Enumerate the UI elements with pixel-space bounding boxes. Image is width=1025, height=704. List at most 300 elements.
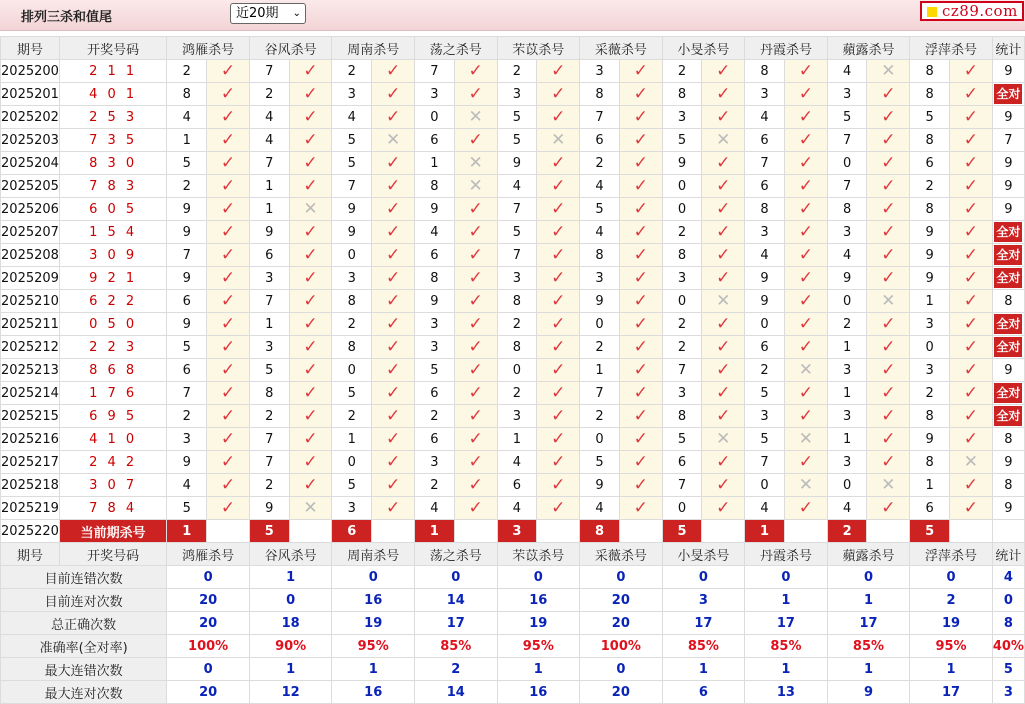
- summary-value: 0: [827, 566, 910, 589]
- table-row: [1, 497, 1025, 520]
- kill-number-cell: 6: [249, 244, 289, 267]
- correct-check-icon: [372, 382, 415, 405]
- issue-cell: 2025213: [1, 359, 60, 382]
- current-kill-number: 1: [167, 520, 207, 543]
- correct-check-icon: [784, 83, 827, 106]
- col-expert-header: 荡之杀号: [414, 37, 497, 60]
- check-icon: ✓: [716, 198, 731, 219]
- issue-cell: 2025216: [1, 428, 60, 451]
- draw-number-cell: 8 6 8: [59, 359, 166, 382]
- correct-check-icon: [207, 60, 250, 83]
- kill-number-cell: 4: [414, 221, 454, 244]
- summary-value: 12: [249, 681, 332, 704]
- wrong-cross-icon: [867, 290, 910, 313]
- col-expert-header: 谷风杀号: [249, 37, 332, 60]
- kill-number-cell: 0: [745, 313, 785, 336]
- correct-check-icon: [950, 336, 993, 359]
- wrong-cross-icon: [454, 106, 497, 129]
- check-icon: ✓: [551, 474, 566, 495]
- draw-number-cell: 7 8 3: [59, 175, 166, 198]
- kill-number-cell: 8: [910, 451, 950, 474]
- kill-number-cell: 3: [497, 83, 537, 106]
- check-icon: ✓: [633, 83, 648, 104]
- check-icon: ✓: [468, 313, 483, 334]
- correct-check-icon: [289, 290, 332, 313]
- check-icon: ✓: [963, 175, 979, 196]
- kill-number-cell: 9: [167, 451, 207, 474]
- correct-check-icon: [950, 359, 993, 382]
- check-icon: ✓: [963, 152, 979, 173]
- kill-number-cell: 8: [167, 83, 207, 106]
- correct-check-icon: [702, 382, 745, 405]
- cross-icon: ✕: [468, 106, 483, 127]
- correct-check-icon: [619, 290, 662, 313]
- check-icon: ✓: [385, 497, 401, 518]
- col-stat-header: 统计: [992, 543, 1024, 566]
- check-icon: ✓: [385, 451, 401, 472]
- col-expert-header: 丹霞杀号: [745, 543, 828, 566]
- kill-number-cell: 8: [745, 198, 785, 221]
- summary-value: 0: [249, 589, 332, 612]
- kill-number-cell: 7: [249, 60, 289, 83]
- correct-check-icon: [454, 497, 497, 520]
- issue-cell: 2025215: [1, 405, 60, 428]
- kill-number-cell: 5: [414, 359, 454, 382]
- check-icon: ✓: [963, 382, 979, 403]
- check-icon: ✓: [633, 359, 648, 380]
- check-icon: ✓: [385, 405, 401, 426]
- check-icon: ✓: [220, 451, 236, 472]
- wrong-cross-icon: [289, 198, 332, 221]
- summary-row: [1, 566, 1025, 589]
- col-expert-header: 浮萍杀号: [910, 543, 993, 566]
- current-issue-cell: 2025220: [1, 520, 60, 543]
- cross-icon: ✕: [881, 474, 896, 495]
- check-icon: ✓: [468, 428, 483, 449]
- draw-number-cell: 4 0 1: [59, 83, 166, 106]
- kill-number-cell: 7: [167, 244, 207, 267]
- stat-cell: 9: [992, 106, 1024, 129]
- check-icon: ✓: [385, 198, 401, 219]
- check-icon: ✓: [385, 244, 401, 265]
- correct-check-icon: [867, 129, 910, 152]
- correct-check-icon: [619, 60, 662, 83]
- kill-number-cell: 0: [662, 497, 702, 520]
- kill-number-cell: 5: [580, 451, 620, 474]
- all-correct-badge: 全对: [994, 383, 1022, 403]
- correct-check-icon: [950, 83, 993, 106]
- kill-number-cell: 8: [910, 129, 950, 152]
- stat-cell: [992, 405, 1024, 428]
- kill-number-cell: 3: [414, 313, 454, 336]
- kill-number-cell: 6: [414, 129, 454, 152]
- kill-number-cell: 3: [745, 221, 785, 244]
- check-icon: ✓: [468, 221, 483, 242]
- correct-check-icon: [784, 267, 827, 290]
- table-row: [1, 428, 1025, 451]
- check-icon: ✓: [551, 175, 566, 196]
- kill-number-cell: 7: [249, 290, 289, 313]
- correct-check-icon: [207, 198, 250, 221]
- kill-number-cell: 0: [827, 474, 867, 497]
- cross-icon: ✕: [303, 198, 318, 219]
- correct-check-icon: [454, 221, 497, 244]
- kill-number-cell: 9: [167, 198, 207, 221]
- kill-number-cell: 4: [497, 451, 537, 474]
- kill-number-cell: 0: [497, 359, 537, 382]
- summary-value: 17: [827, 612, 910, 635]
- correct-check-icon: [454, 428, 497, 451]
- stat-cell: 9: [992, 152, 1024, 175]
- table-row: [1, 175, 1025, 198]
- check-icon: ✓: [716, 313, 731, 334]
- summary-label: 总正确次数: [1, 612, 167, 635]
- stat-cell: 8: [992, 474, 1024, 497]
- kill-number-cell: 3: [910, 359, 950, 382]
- correct-check-icon: [950, 428, 993, 451]
- correct-check-icon: [867, 359, 910, 382]
- check-icon: ✓: [798, 313, 813, 334]
- summary-value: 1: [662, 658, 745, 681]
- kill-number-cell: 5: [745, 428, 785, 451]
- wrong-cross-icon: [867, 474, 910, 497]
- summary-value: 85%: [827, 635, 910, 658]
- correct-check-icon: [289, 313, 332, 336]
- check-icon: ✓: [551, 290, 566, 311]
- check-icon: ✓: [798, 336, 813, 357]
- correct-check-icon: [372, 83, 415, 106]
- summary-value: 16: [497, 681, 580, 704]
- stat-cell: [992, 221, 1024, 244]
- draw-number-cell: 6 0 5: [59, 198, 166, 221]
- check-icon: ✓: [963, 221, 979, 242]
- kill-number-cell: 7: [249, 428, 289, 451]
- summary-value: 6: [662, 681, 745, 704]
- kill-number-cell: 9: [662, 152, 702, 175]
- check-icon: ✓: [551, 152, 566, 173]
- draw-number-cell: 9 2 1: [59, 267, 166, 290]
- cross-icon: ✕: [881, 290, 896, 311]
- kill-number-cell: 5: [497, 221, 537, 244]
- correct-check-icon: [207, 359, 250, 382]
- check-icon: ✓: [963, 405, 979, 426]
- summary-value: 2: [414, 658, 497, 681]
- kill-number-cell: 5: [910, 106, 950, 129]
- correct-check-icon: [867, 198, 910, 221]
- cross-icon: ✕: [798, 428, 813, 449]
- cross-icon: ✕: [963, 451, 979, 472]
- col-draw-header: 开奖号码: [59, 543, 166, 566]
- check-icon: ✓: [468, 83, 483, 104]
- kill-number-cell: 0: [580, 428, 620, 451]
- check-icon: ✓: [220, 290, 236, 311]
- check-icon: ✓: [963, 497, 979, 518]
- check-icon: ✓: [551, 60, 566, 81]
- kill-number-cell: 0: [662, 175, 702, 198]
- kill-number-cell: 9: [910, 244, 950, 267]
- table-row: [1, 129, 1025, 152]
- kill-number-cell: 0: [580, 313, 620, 336]
- all-correct-badge: 全对: [994, 222, 1022, 242]
- kill-number-cell: 9: [414, 198, 454, 221]
- current-kill-number: 2: [827, 520, 867, 543]
- check-icon: ✓: [633, 405, 648, 426]
- check-icon: ✓: [385, 313, 401, 334]
- col-expert-header: 小旻杀号: [662, 37, 745, 60]
- kill-number-cell: 2: [414, 474, 454, 497]
- draw-number-cell: 6 2 2: [59, 290, 166, 313]
- check-icon: ✓: [881, 106, 896, 127]
- summary-value: 100%: [580, 635, 663, 658]
- kill-number-cell: 3: [414, 336, 454, 359]
- check-icon: ✓: [385, 175, 401, 196]
- issue-cell: 2025218: [1, 474, 60, 497]
- stat-cell: 9: [992, 175, 1024, 198]
- summary-value: 0: [745, 566, 828, 589]
- check-icon: ✓: [385, 382, 401, 403]
- kill-number-cell: 7: [249, 152, 289, 175]
- summary-value: 14: [414, 681, 497, 704]
- check-icon: ✓: [633, 244, 648, 265]
- correct-check-icon: [289, 382, 332, 405]
- correct-check-icon: [537, 382, 580, 405]
- check-icon: ✓: [385, 359, 401, 380]
- kill-number-cell: 6: [745, 336, 785, 359]
- kill-number-cell: 4: [580, 497, 620, 520]
- check-icon: ✓: [385, 106, 401, 127]
- correct-check-icon: [619, 382, 662, 405]
- kill-number-cell: 0: [827, 152, 867, 175]
- kill-number-cell: 5: [827, 106, 867, 129]
- col-expert-header: 周南杀号: [332, 543, 415, 566]
- correct-check-icon: [207, 405, 250, 428]
- summary-value: 0: [167, 566, 250, 589]
- summary-value: 1: [497, 658, 580, 681]
- check-icon: ✓: [303, 451, 318, 472]
- correct-check-icon: [537, 244, 580, 267]
- issue-cell: 2025204: [1, 152, 60, 175]
- kill-number-cell: 4: [745, 497, 785, 520]
- correct-check-icon: [372, 221, 415, 244]
- col-expert-header: 荡之杀号: [414, 543, 497, 566]
- check-icon: ✓: [468, 497, 483, 518]
- issue-cell: 2025205: [1, 175, 60, 198]
- correct-check-icon: [372, 428, 415, 451]
- draw-number-cell: 8 3 0: [59, 152, 166, 175]
- correct-check-icon: [950, 405, 993, 428]
- correct-check-icon: [950, 313, 993, 336]
- correct-check-icon: [619, 451, 662, 474]
- kill-number-cell: 2: [332, 313, 372, 336]
- check-icon: ✓: [220, 175, 236, 196]
- summary-value: 17: [910, 681, 993, 704]
- summary-value: 1: [745, 658, 828, 681]
- summary-value: 16: [497, 589, 580, 612]
- draw-number-cell: 1 7 6: [59, 382, 166, 405]
- correct-check-icon: [784, 451, 827, 474]
- correct-check-icon: [289, 405, 332, 428]
- correct-check-icon: [867, 382, 910, 405]
- correct-check-icon: [207, 129, 250, 152]
- correct-check-icon: [454, 405, 497, 428]
- check-icon: ✓: [633, 451, 648, 472]
- stat-cell: [992, 83, 1024, 106]
- kill-number-cell: 0: [332, 359, 372, 382]
- kill-number-cell: 8: [662, 405, 702, 428]
- check-icon: ✓: [303, 382, 318, 403]
- kill-number-cell: 2: [332, 60, 372, 83]
- correct-check-icon: [454, 474, 497, 497]
- check-icon: ✓: [881, 267, 896, 288]
- draw-number-cell: 2 2 3: [59, 336, 166, 359]
- period-select[interactable]: [230, 3, 306, 24]
- draw-number-cell: 0 5 0: [59, 313, 166, 336]
- check-icon: ✓: [303, 175, 318, 196]
- summary-value: 19: [497, 612, 580, 635]
- check-icon: ✓: [220, 313, 236, 334]
- summary-value: 0: [910, 566, 993, 589]
- check-icon: ✓: [798, 129, 813, 150]
- check-icon: ✓: [551, 106, 566, 127]
- all-correct-badge: 全对: [994, 268, 1022, 288]
- table-row: [1, 83, 1025, 106]
- correct-check-icon: [784, 336, 827, 359]
- check-icon: ✓: [468, 405, 483, 426]
- correct-check-icon: [372, 336, 415, 359]
- kill-number-cell: 3: [745, 83, 785, 106]
- correct-check-icon: [289, 359, 332, 382]
- check-icon: ✓: [468, 336, 483, 357]
- correct-check-icon: [867, 106, 910, 129]
- check-icon: ✓: [798, 451, 813, 472]
- check-icon: ✓: [798, 60, 813, 81]
- kill-number-cell: 9: [332, 221, 372, 244]
- kill-number-cell: 3: [414, 451, 454, 474]
- correct-check-icon: [784, 382, 827, 405]
- col-expert-header: 采薇杀号: [580, 37, 663, 60]
- correct-check-icon: [454, 129, 497, 152]
- kill-number-cell: 1: [497, 428, 537, 451]
- kill-number-cell: 2: [745, 359, 785, 382]
- check-icon: ✓: [963, 267, 979, 288]
- kill-number-cell: 5: [745, 382, 785, 405]
- correct-check-icon: [537, 474, 580, 497]
- correct-check-icon: [372, 451, 415, 474]
- table-row: [1, 290, 1025, 313]
- kill-number-cell: 8: [910, 83, 950, 106]
- check-icon: ✓: [798, 198, 813, 219]
- check-icon: ✓: [551, 313, 566, 334]
- check-icon: ✓: [633, 497, 648, 518]
- check-icon: ✓: [633, 382, 648, 403]
- correct-check-icon: [702, 267, 745, 290]
- check-icon: ✓: [798, 267, 813, 288]
- summary-label: 最大连对次数: [1, 681, 167, 704]
- correct-check-icon: [702, 313, 745, 336]
- current-kill-blank: [372, 520, 415, 543]
- current-kill-blank: [537, 520, 580, 543]
- correct-check-icon: [619, 152, 662, 175]
- site-logo[interactable]: [920, 1, 1024, 21]
- issue-cell: 2025207: [1, 221, 60, 244]
- check-icon: ✓: [551, 359, 566, 380]
- correct-check-icon: [372, 474, 415, 497]
- kill-number-cell: 7: [745, 152, 785, 175]
- cross-icon: ✕: [303, 497, 318, 518]
- check-icon: ✓: [963, 198, 979, 219]
- col-expert-header: 周南杀号: [332, 37, 415, 60]
- kill-number-cell: 0: [910, 336, 950, 359]
- check-icon: ✓: [716, 244, 731, 265]
- correct-check-icon: [702, 497, 745, 520]
- kill-number-cell: 1: [910, 474, 950, 497]
- kill-number-cell: 6: [167, 290, 207, 313]
- kill-number-cell: 7: [249, 451, 289, 474]
- kill-number-cell: 7: [580, 106, 620, 129]
- header-row: [1, 543, 1025, 566]
- correct-check-icon: [619, 428, 662, 451]
- current-kill-number: 8: [580, 520, 620, 543]
- correct-check-icon: [784, 175, 827, 198]
- kill-number-cell: 4: [580, 175, 620, 198]
- page-title: 排列三杀和值尾: [21, 10, 113, 25]
- kill-number-cell: 8: [910, 60, 950, 83]
- correct-check-icon: [289, 451, 332, 474]
- check-icon: ✓: [220, 428, 236, 449]
- correct-check-icon: [372, 267, 415, 290]
- draw-number-cell: 1 5 4: [59, 221, 166, 244]
- check-icon: ✓: [385, 474, 401, 495]
- kill-number-cell: 2: [580, 405, 620, 428]
- table-row: [1, 198, 1025, 221]
- wrong-cross-icon: [867, 60, 910, 83]
- correct-check-icon: [867, 428, 910, 451]
- stat-cell: 8: [992, 428, 1024, 451]
- check-icon: ✓: [963, 129, 979, 150]
- summary-value: 1: [249, 566, 332, 589]
- col-issue-header: 期号: [1, 37, 60, 60]
- check-icon: ✓: [633, 290, 648, 311]
- correct-check-icon: [950, 267, 993, 290]
- check-icon: ✓: [963, 359, 979, 380]
- correct-check-icon: [702, 336, 745, 359]
- current-kill-blank: [950, 520, 993, 543]
- wrong-cross-icon: [784, 428, 827, 451]
- kill-number-cell: 3: [332, 267, 372, 290]
- issue-cell: 2025208: [1, 244, 60, 267]
- kill-number-cell: 7: [827, 175, 867, 198]
- kill-number-cell: 9: [167, 221, 207, 244]
- cross-icon: ✕: [881, 60, 896, 81]
- summary-value: 1: [332, 658, 415, 681]
- check-icon: ✓: [881, 221, 896, 242]
- correct-check-icon: [702, 221, 745, 244]
- kill-number-cell: 5: [332, 129, 372, 152]
- kill-number-cell: 8: [414, 175, 454, 198]
- table-row: [1, 359, 1025, 382]
- kill-number-cell: 5: [580, 198, 620, 221]
- kill-number-cell: 9: [910, 428, 950, 451]
- check-icon: ✓: [716, 359, 731, 380]
- kill-number-cell: 9: [580, 290, 620, 313]
- kill-number-cell: 5: [332, 474, 372, 497]
- kill-number-cell: 4: [827, 497, 867, 520]
- col-expert-header: 浮萍杀号: [910, 37, 993, 60]
- correct-check-icon: [537, 83, 580, 106]
- check-icon: ✓: [716, 267, 731, 288]
- summary-label: 准确率(全对率): [1, 635, 167, 658]
- kill-number-cell: 0: [332, 244, 372, 267]
